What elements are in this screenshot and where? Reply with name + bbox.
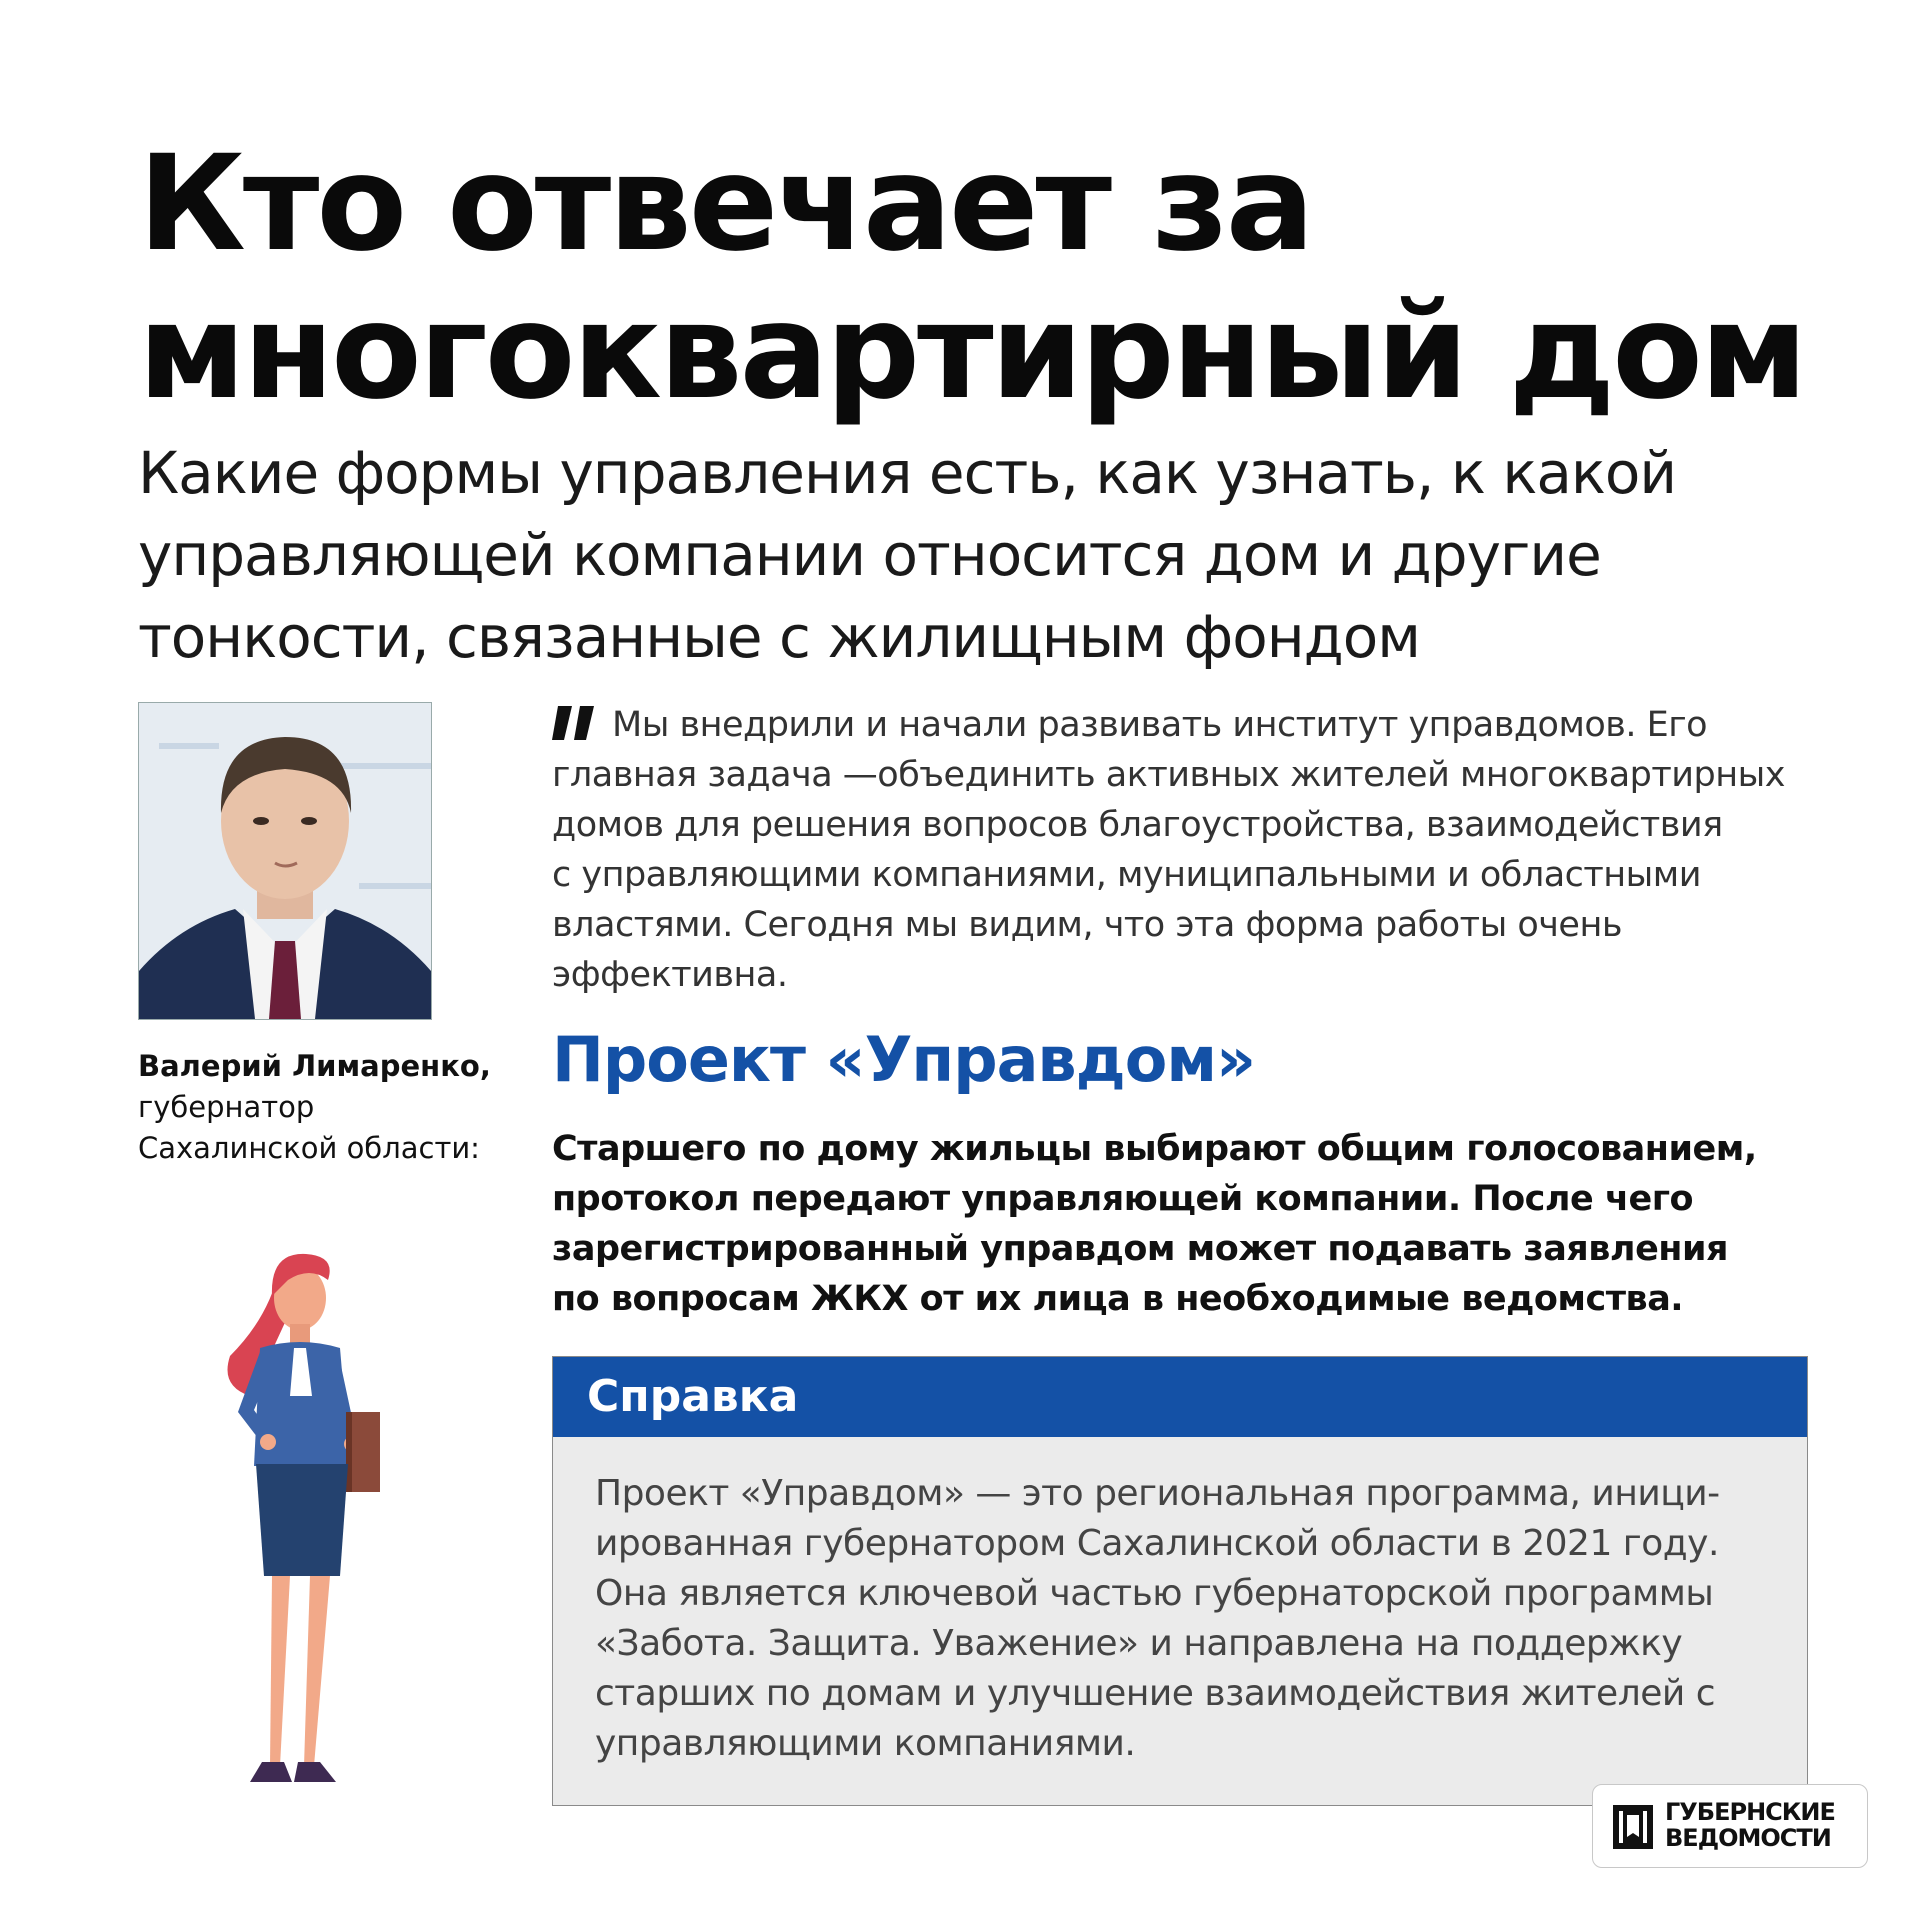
woman-illustration — [210, 1236, 430, 1816]
governor-quote — [552, 700, 1802, 1000]
info-line-4: «Забота. Защита. Уважение» и направлена на поддержку — [595, 1623, 1683, 1664]
page-title-line-1: Кто отвечает за — [138, 127, 1312, 281]
info-line-2: ированная губернатором Сахалинской области в 2021 году. — [595, 1523, 1719, 1564]
quote-line-5: властями. Сегодня мы видим, что эта форма работы очень — [552, 905, 1622, 945]
quote-line-1-text: Мы внедрили и начали развивать институт управдомов. Его — [612, 705, 1708, 745]
author-caption — [138, 1046, 498, 1169]
author-name: Валерий Лимаренко, — [138, 1049, 491, 1083]
quote-line-6: эффективна. — [552, 955, 788, 995]
info-line-6: управляющими компаниями. — [595, 1723, 1136, 1764]
subtitle-line-2: управляющей компании относится дом и другие — [138, 521, 1601, 589]
logo-line-1: ГУБЕРНСКИЕ — [1665, 1798, 1835, 1826]
info-box — [552, 1356, 1808, 1806]
project-line-2: протокол передают управляющей компании. После чего — [552, 1179, 1694, 1219]
info-box-text — [595, 1469, 1775, 1769]
author-role-1: губернатор — [138, 1090, 315, 1124]
info-line-5: старших по домам и улучшение взаимодействия жителей с — [595, 1673, 1715, 1714]
page-title — [138, 127, 1858, 429]
info-line-1: Проект «Управдом» — это региональная программа, иници- — [595, 1473, 1720, 1514]
project-line-3: зарегистрированный управдом может подавать заявления — [552, 1229, 1728, 1269]
logo-text — [1665, 1799, 1835, 1851]
author-role-2: Сахалинской области: — [138, 1131, 480, 1165]
quote-mark-icon — [552, 706, 594, 740]
subtitle-line-1: Какие формы управления есть, как узнать, к какой — [138, 439, 1677, 507]
logo-line-2: ВЕДОМОСТИ — [1665, 1824, 1831, 1852]
newspaper-logo[interactable] — [1592, 1784, 1868, 1868]
quote-line-3: домов для решения вопросов благоустройства, взаимодействия — [552, 805, 1723, 845]
quote-line-1 — [552, 700, 1802, 750]
project-heading: Проект «Управдом» — [552, 1023, 1256, 1096]
portrait-icon — [139, 703, 431, 1019]
page-subtitle — [138, 432, 1818, 678]
info-box-title: Справка — [587, 1371, 799, 1422]
project-description — [552, 1124, 1812, 1324]
quote-line-4: с управляющими компаниями, муниципальными и областными — [552, 855, 1701, 895]
project-line-1: Старшего по дому жильцы выбирают общим голосованием, — [552, 1129, 1757, 1169]
woman-icon — [210, 1236, 430, 1816]
quote-line-2: главная задача —объединить активных жителей многоквартирных — [552, 755, 1785, 795]
info-line-3: Она является ключевой частью губернаторской программы — [595, 1573, 1714, 1614]
project-line-4: по вопросам ЖКХ от их лица в необходимые ведомства. — [552, 1279, 1684, 1319]
governor-portrait — [138, 702, 432, 1020]
page-title-line-2: многоквартирный дом — [138, 275, 1805, 429]
subtitle-line-3: тонкости, связанные с жилищным фондом — [138, 603, 1420, 671]
newspaper-logo-icon — [1613, 1805, 1653, 1849]
info-box-header — [553, 1357, 1807, 1437]
